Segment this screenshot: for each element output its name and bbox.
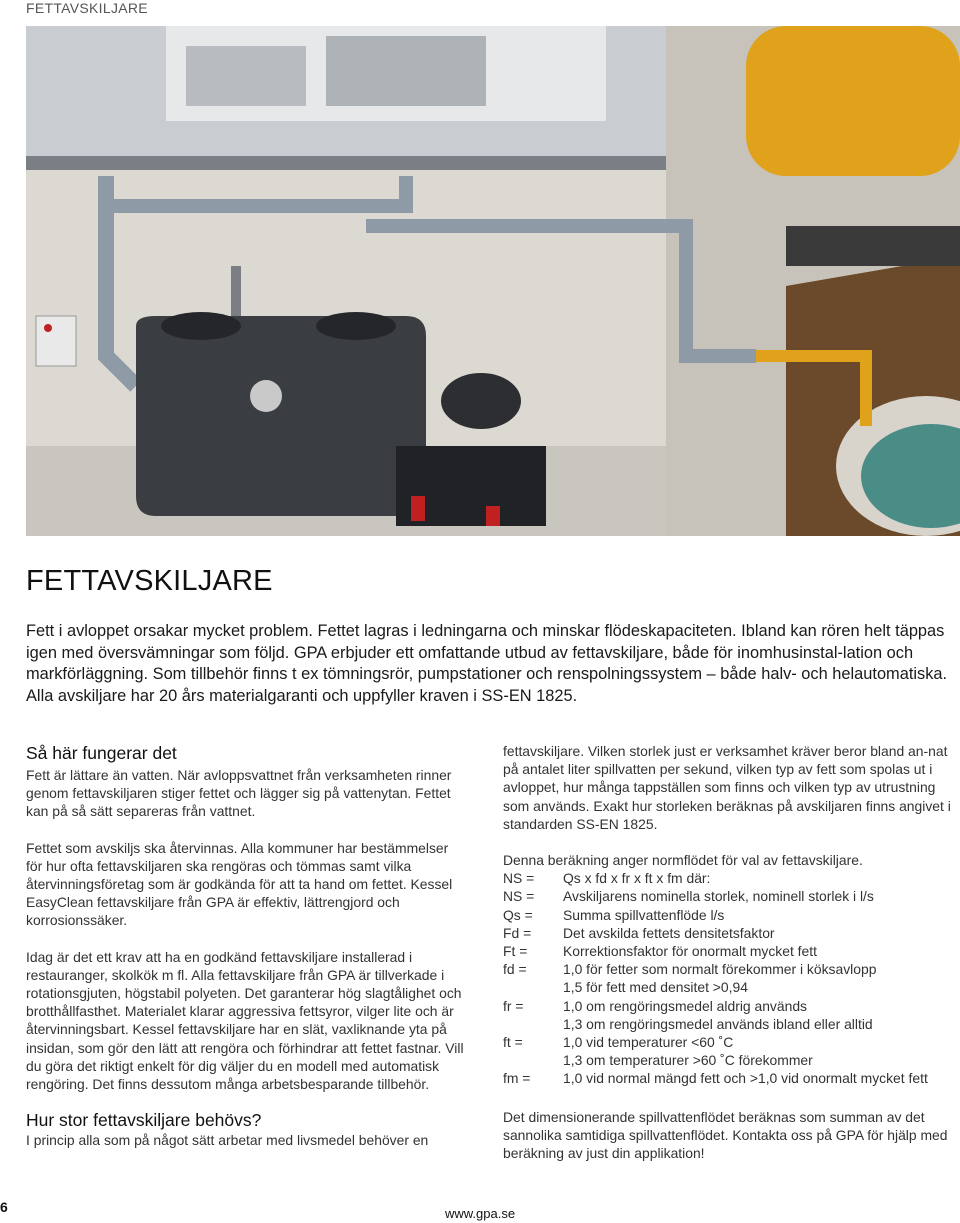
paragraph: Fett är lättare än vatten. När avloppsvattnet från verksamheten rinner genom fettavskiljaren stiger fettet och lägger sig på vattenytan. Fettet kan på så sätt separeras från vattnet. (26, 767, 452, 820)
red-valve (486, 506, 500, 526)
page-number: 6 (0, 1199, 8, 1215)
running-header: FETTAVSKILJARE (26, 0, 148, 16)
formula-row (503, 1051, 955, 1069)
sizing-heading: Hur stor fettavskiljare behövs? (26, 1110, 262, 1131)
formula-row (503, 1015, 955, 1033)
grease-separator-tank (136, 316, 426, 516)
kitchen-cabinet (186, 46, 306, 106)
formula-description: 1,0 om rengöringsmedel aldrig används (563, 997, 808, 1014)
sizing-intro-text: I princip alla som på något sätt arbetar med livsmedel behöver en (26, 1132, 429, 1149)
paragraph: Idag är det ett krav att ha en godkänd fettavskiljare installerad i restauranger, skolkök m fl. Alla fettavskiljare från GPA är tillverkade i rotationsgjuten, högstabil polyeten. Det garanterar hög slagtålighet och brotthållfasthet. Materialet klarar aggressiva fettsyror, vilger lite och är återvinningsbart. Kessel fettavskiljare har en slät, vaxliknande yta på insidan, som gör den lätt att rengöra och förhindrar att fettet fastnar. Vill du göra det riktigt enkelt för dig väljer du en modell med automatisk rengöring. Det finns dessutom många arbetsbesparande tillbehör. (26, 948, 464, 1093)
formula-symbol: fr = (503, 997, 524, 1014)
left-column (26, 742, 466, 1149)
formula-description: 1,3 om temperaturer >60 ˚C förekommer (563, 1052, 813, 1069)
formula-description: Korrektionsfaktor för onormalt mycket fett (563, 943, 817, 960)
formula-symbol: NS = (503, 888, 535, 905)
formula-row (503, 997, 955, 1015)
formula-symbol (503, 1015, 563, 1033)
formula-symbol: Qs = (503, 906, 533, 923)
formula-row (503, 1069, 955, 1087)
formula-row (503, 924, 955, 942)
page-title: FETTAVSKILJARE (26, 565, 273, 597)
pump-chamber (441, 373, 521, 429)
formula-symbol: NS = (503, 870, 535, 887)
formula-symbol: ft = (503, 1034, 523, 1051)
level-gauge (250, 380, 282, 412)
paragraph: Fettet som avskiljs ska återvinnas. Alla kommuner har bestämmelser för hur ofta fettavskiljaren ska rengöras och tömmas samt vilka återvinningsföretag som är godkända för att ta hand om fettet. Kessel EasyClean fettavskiljare från GPA är effektiv, lättrengjord och korrosionssäker. (26, 839, 453, 929)
formula-description: 1,5 för fett med densitet >0,94 (563, 979, 748, 996)
formula-symbol: fm = (503, 1070, 531, 1087)
intro-paragraph (26, 621, 952, 707)
formula-symbol: Fd = (503, 924, 532, 941)
formula-row (503, 960, 955, 978)
intro-text: Fett i avloppet orsakar mycket problem. Fettet lagras i ledningarna och minskar flödeskapaciteten. Ibland kan rören helt täppas igen med översvämningar som följd. GPA erbjuder ett omfattande utbud av fettavskiljare, både för inomhusinstal-lation och markförläggning. Som tillbehör finns t ex tömningsrör, pumpstationer och renspolningssystem – både halv- och helautomatiska. Alla avskiljare har 20 års materialgaranti och uppfyller kraven i SS-EN 1825. (26, 622, 948, 705)
tank-lid-left (161, 312, 241, 340)
grease-separator-installation-illustration (26, 26, 960, 536)
floor-slab (26, 156, 716, 170)
formula-description: 1,0 vid temperaturer <60 ˚C (563, 1034, 734, 1051)
formula-description: 1,3 om rengöringsmedel används ibland eller alltid (563, 1015, 873, 1032)
formula-row (503, 1033, 955, 1051)
formula-row (503, 869, 955, 887)
tank-lid-right (316, 312, 396, 340)
formula-description: 1,0 vid normal mängd fett och >1,0 vid onormalt mycket fett (563, 1070, 928, 1087)
formula-row (503, 942, 955, 960)
truck-chassis (786, 226, 960, 266)
formula-description: 1,0 för fetter som normalt förekommer i köksavlopp (563, 961, 877, 978)
formula-symbol: Ft = (503, 943, 528, 960)
footer-url: www.gpa.se (444, 1206, 516, 1221)
formula-row (503, 906, 955, 924)
red-valve (411, 496, 425, 521)
indicator-light (44, 324, 52, 332)
how-it-works-heading: Så här fungerar det (26, 743, 177, 763)
formula-table (503, 869, 955, 1087)
kitchen-sink (326, 36, 486, 106)
formula-symbol (503, 1051, 563, 1069)
formula-row (503, 978, 955, 996)
control-box (36, 316, 76, 366)
formula-intro: Denna beräkning anger normflödet för val av fettavskiljare. (503, 852, 863, 869)
hero-illustration (26, 26, 960, 536)
formula-description: Summa spillvattenflöde l/s (563, 906, 725, 923)
formula-description: Avskiljarens nominella storlek, nominell storlek i l/s (563, 888, 874, 905)
closing-text: Det dimensionerande spillvattenflödet beräknas som summan av det sannolika samtidiga spillvattenflödet. Kontakta oss på GPA för hjälp med beräkning av just din applikation! (503, 1108, 948, 1162)
continuation-text: fettavskiljare. Vilken storlek just er verksamhet kräver beror bland an-nat på antalet liter spillvatten per sekund, vilken typ av fett som spolas ut i avloppet, hur många tappställen som finns och vilken typ av utrustning som används. Exakt hur storleken beräknas på avskiljaren finns angivet i standarden SS-EN 1825. (503, 743, 951, 832)
formula-symbol: fd = (503, 961, 527, 978)
tanker-truck (746, 26, 960, 176)
formula-description: Qs x fd x fr x ft x fm där: (563, 870, 711, 887)
formula-row (503, 887, 955, 905)
formula-description: Det avskilda fettets densitetsfaktor (563, 924, 775, 941)
right-column (503, 742, 955, 1162)
formula-symbol (503, 978, 563, 996)
